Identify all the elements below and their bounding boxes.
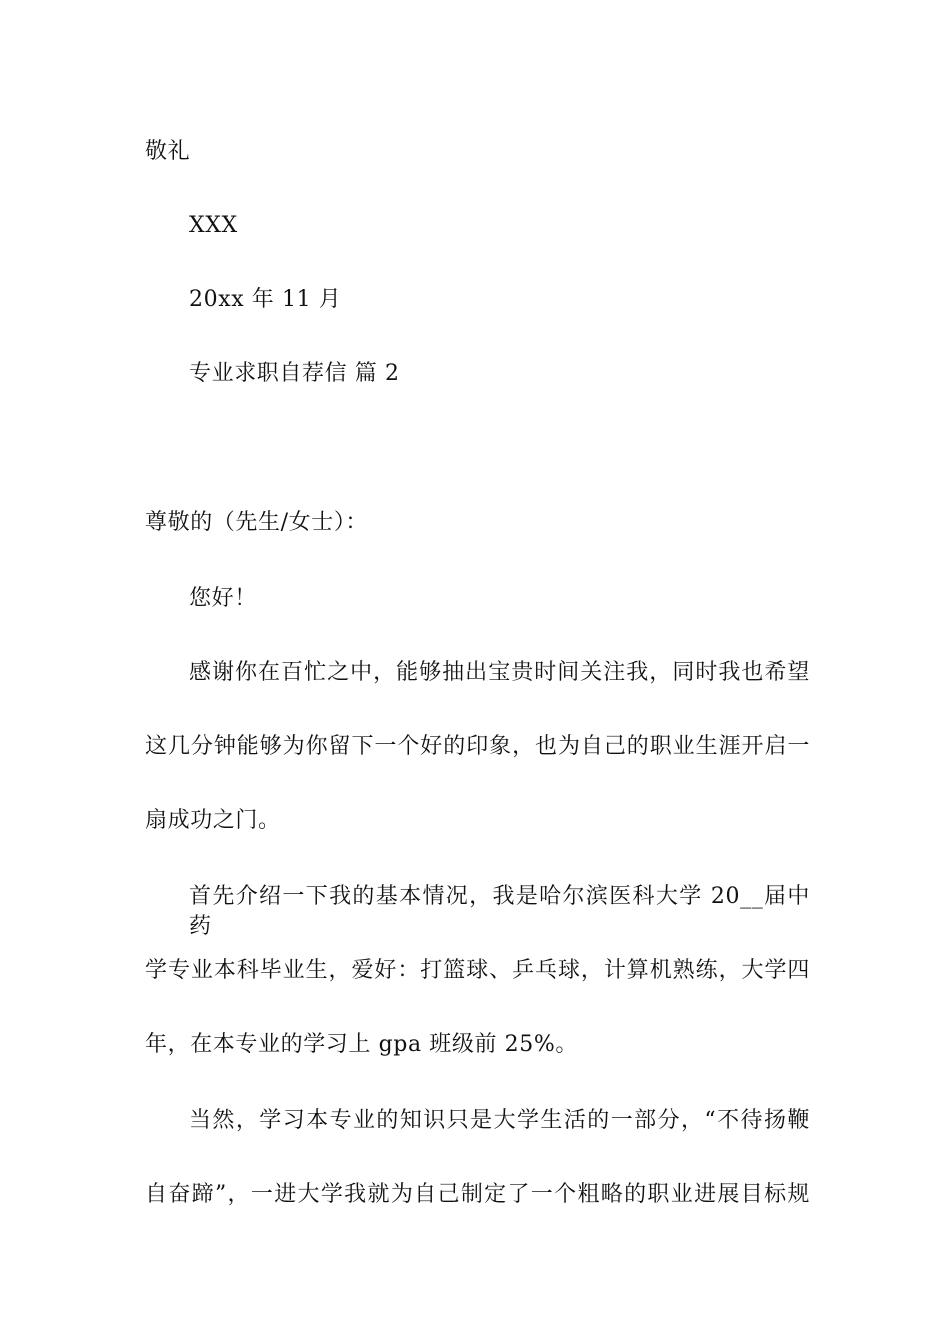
paragraph-line: 扇成功之门。: [145, 808, 281, 833]
letter-date: 20xx 年 11 月: [189, 287, 342, 312]
letter-closing: 敬礼: [145, 139, 191, 164]
paragraph-line: 年，在本专业的学习上 gpa 班级前 25%。: [145, 1032, 578, 1057]
paragraph-line: 感谢你在百忙之中，能够抽出宝贵时间关注我，同时我也希望: [189, 660, 810, 685]
letter-greeting: 您好！: [189, 586, 257, 611]
paragraph-line: 首先介绍一下我的基本情况，我是哈尔滨医科大学 20__届中药: [189, 884, 810, 939]
paragraph-line: 当然，学习本专业的知识只是大学生活的一部分，“不待扬鞭: [189, 1108, 810, 1133]
paragraph-line: 这几分钟能够为你留下一个好的印象，也为自己的职业生涯开启一: [145, 734, 810, 759]
paragraph-line: 学专业本科毕业生，爱好：打篮球、乒乓球，计算机熟练，大学四: [145, 958, 810, 983]
paragraph-line: 自奋蹄”，一进大学我就为自己制定了一个粗略的职业进展目标规: [145, 1182, 810, 1207]
letter-salutation: 尊敬的（先生/女士）：: [145, 510, 369, 535]
section-heading: 专业求职自荐信 篇 2: [189, 361, 400, 386]
letter-signature: XXX: [189, 213, 238, 238]
